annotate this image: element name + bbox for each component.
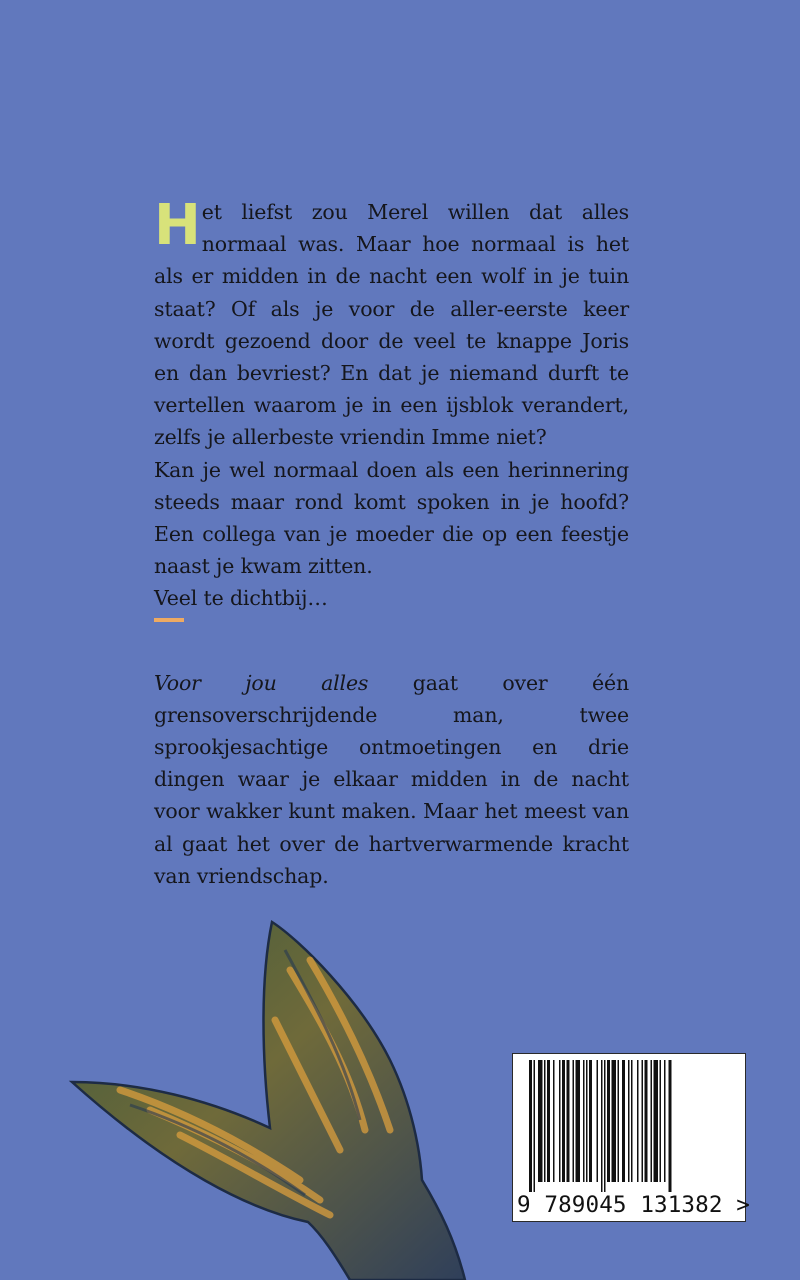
barcode-bar xyxy=(618,1060,620,1182)
barcode-bar xyxy=(597,1060,599,1182)
barcode-bar xyxy=(669,1060,672,1192)
barcode-bars xyxy=(529,1060,731,1192)
barcode-bar xyxy=(534,1060,536,1192)
blurb-paragraph-2-end: Veel te dichtbij… xyxy=(154,586,328,611)
book-description-text: gaat over één grensoverschrijdende man, twee sprookjesachtige ontmoetingen en drie dingen waar je elkaar midden in de nacht voor wakker kunt maken. Maar het meest van al gaat het over de hartverwarmende kracht van vriendschap. xyxy=(154,670,630,888)
barcode-bar xyxy=(576,1060,581,1182)
blurb-paragraph-1-text: et liefst zou Merel willen dat alles normaal was. Maar hoe normaal is het als er midden in de nacht een wolf in je tuin staat? Of als je voor de aller-eerste keer wordt gezoend door de veel te knappe Joris en dan bevriest? En dat je niemand durft te vertellen waarom je in een ijsblok verandert, zelfs je allerbeste vriendin Imme niet? xyxy=(154,200,629,450)
barcode-bar xyxy=(547,1060,550,1182)
barcode-bar xyxy=(664,1060,666,1182)
barcode-bar xyxy=(559,1060,561,1182)
barcode-bar xyxy=(651,1060,653,1182)
barcode-bar xyxy=(622,1060,625,1182)
back-cover-blurb xyxy=(154,193,629,615)
barcode-bar xyxy=(583,1060,585,1182)
barcode-bar xyxy=(544,1060,546,1182)
barcode-bar xyxy=(553,1060,555,1182)
barcode-bar xyxy=(601,1060,603,1192)
barcode-bar xyxy=(631,1060,633,1182)
barcode-bar xyxy=(645,1060,648,1182)
mermaid-tail-icon xyxy=(60,910,490,1280)
barcode-bar xyxy=(562,1060,565,1182)
barcode-bar xyxy=(628,1060,630,1182)
blurb-paragraph-2: Kan je wel normaal doen als een herinnering steeds maar rond komt spoken in je hoofd? Een collega van je moeder die op een feestje naast je kwam zitten. xyxy=(154,457,629,579)
blurb-paragraph-1 xyxy=(154,193,629,454)
barcode-bar xyxy=(612,1060,617,1182)
barcode-bar xyxy=(538,1060,543,1182)
isbn-number: 9 789045 131382 > xyxy=(517,1192,750,1218)
barcode-bar xyxy=(604,1060,606,1192)
book-title: Voor jou alles xyxy=(154,670,369,695)
barcode-bar xyxy=(573,1060,575,1182)
barcode-bar xyxy=(607,1060,610,1182)
barcode-bar xyxy=(642,1060,644,1182)
barcode-bar xyxy=(637,1060,639,1182)
orange-divider xyxy=(154,618,184,622)
barcode-bar xyxy=(529,1060,532,1192)
isbn-barcode xyxy=(512,1053,750,1222)
barcode-bar xyxy=(654,1060,659,1182)
barcode-bar xyxy=(660,1060,662,1182)
barcode-bar xyxy=(589,1060,592,1182)
book-description xyxy=(154,667,629,892)
barcode-bar xyxy=(586,1060,588,1182)
barcode-bar xyxy=(567,1060,570,1182)
drop-cap: H xyxy=(154,193,201,258)
